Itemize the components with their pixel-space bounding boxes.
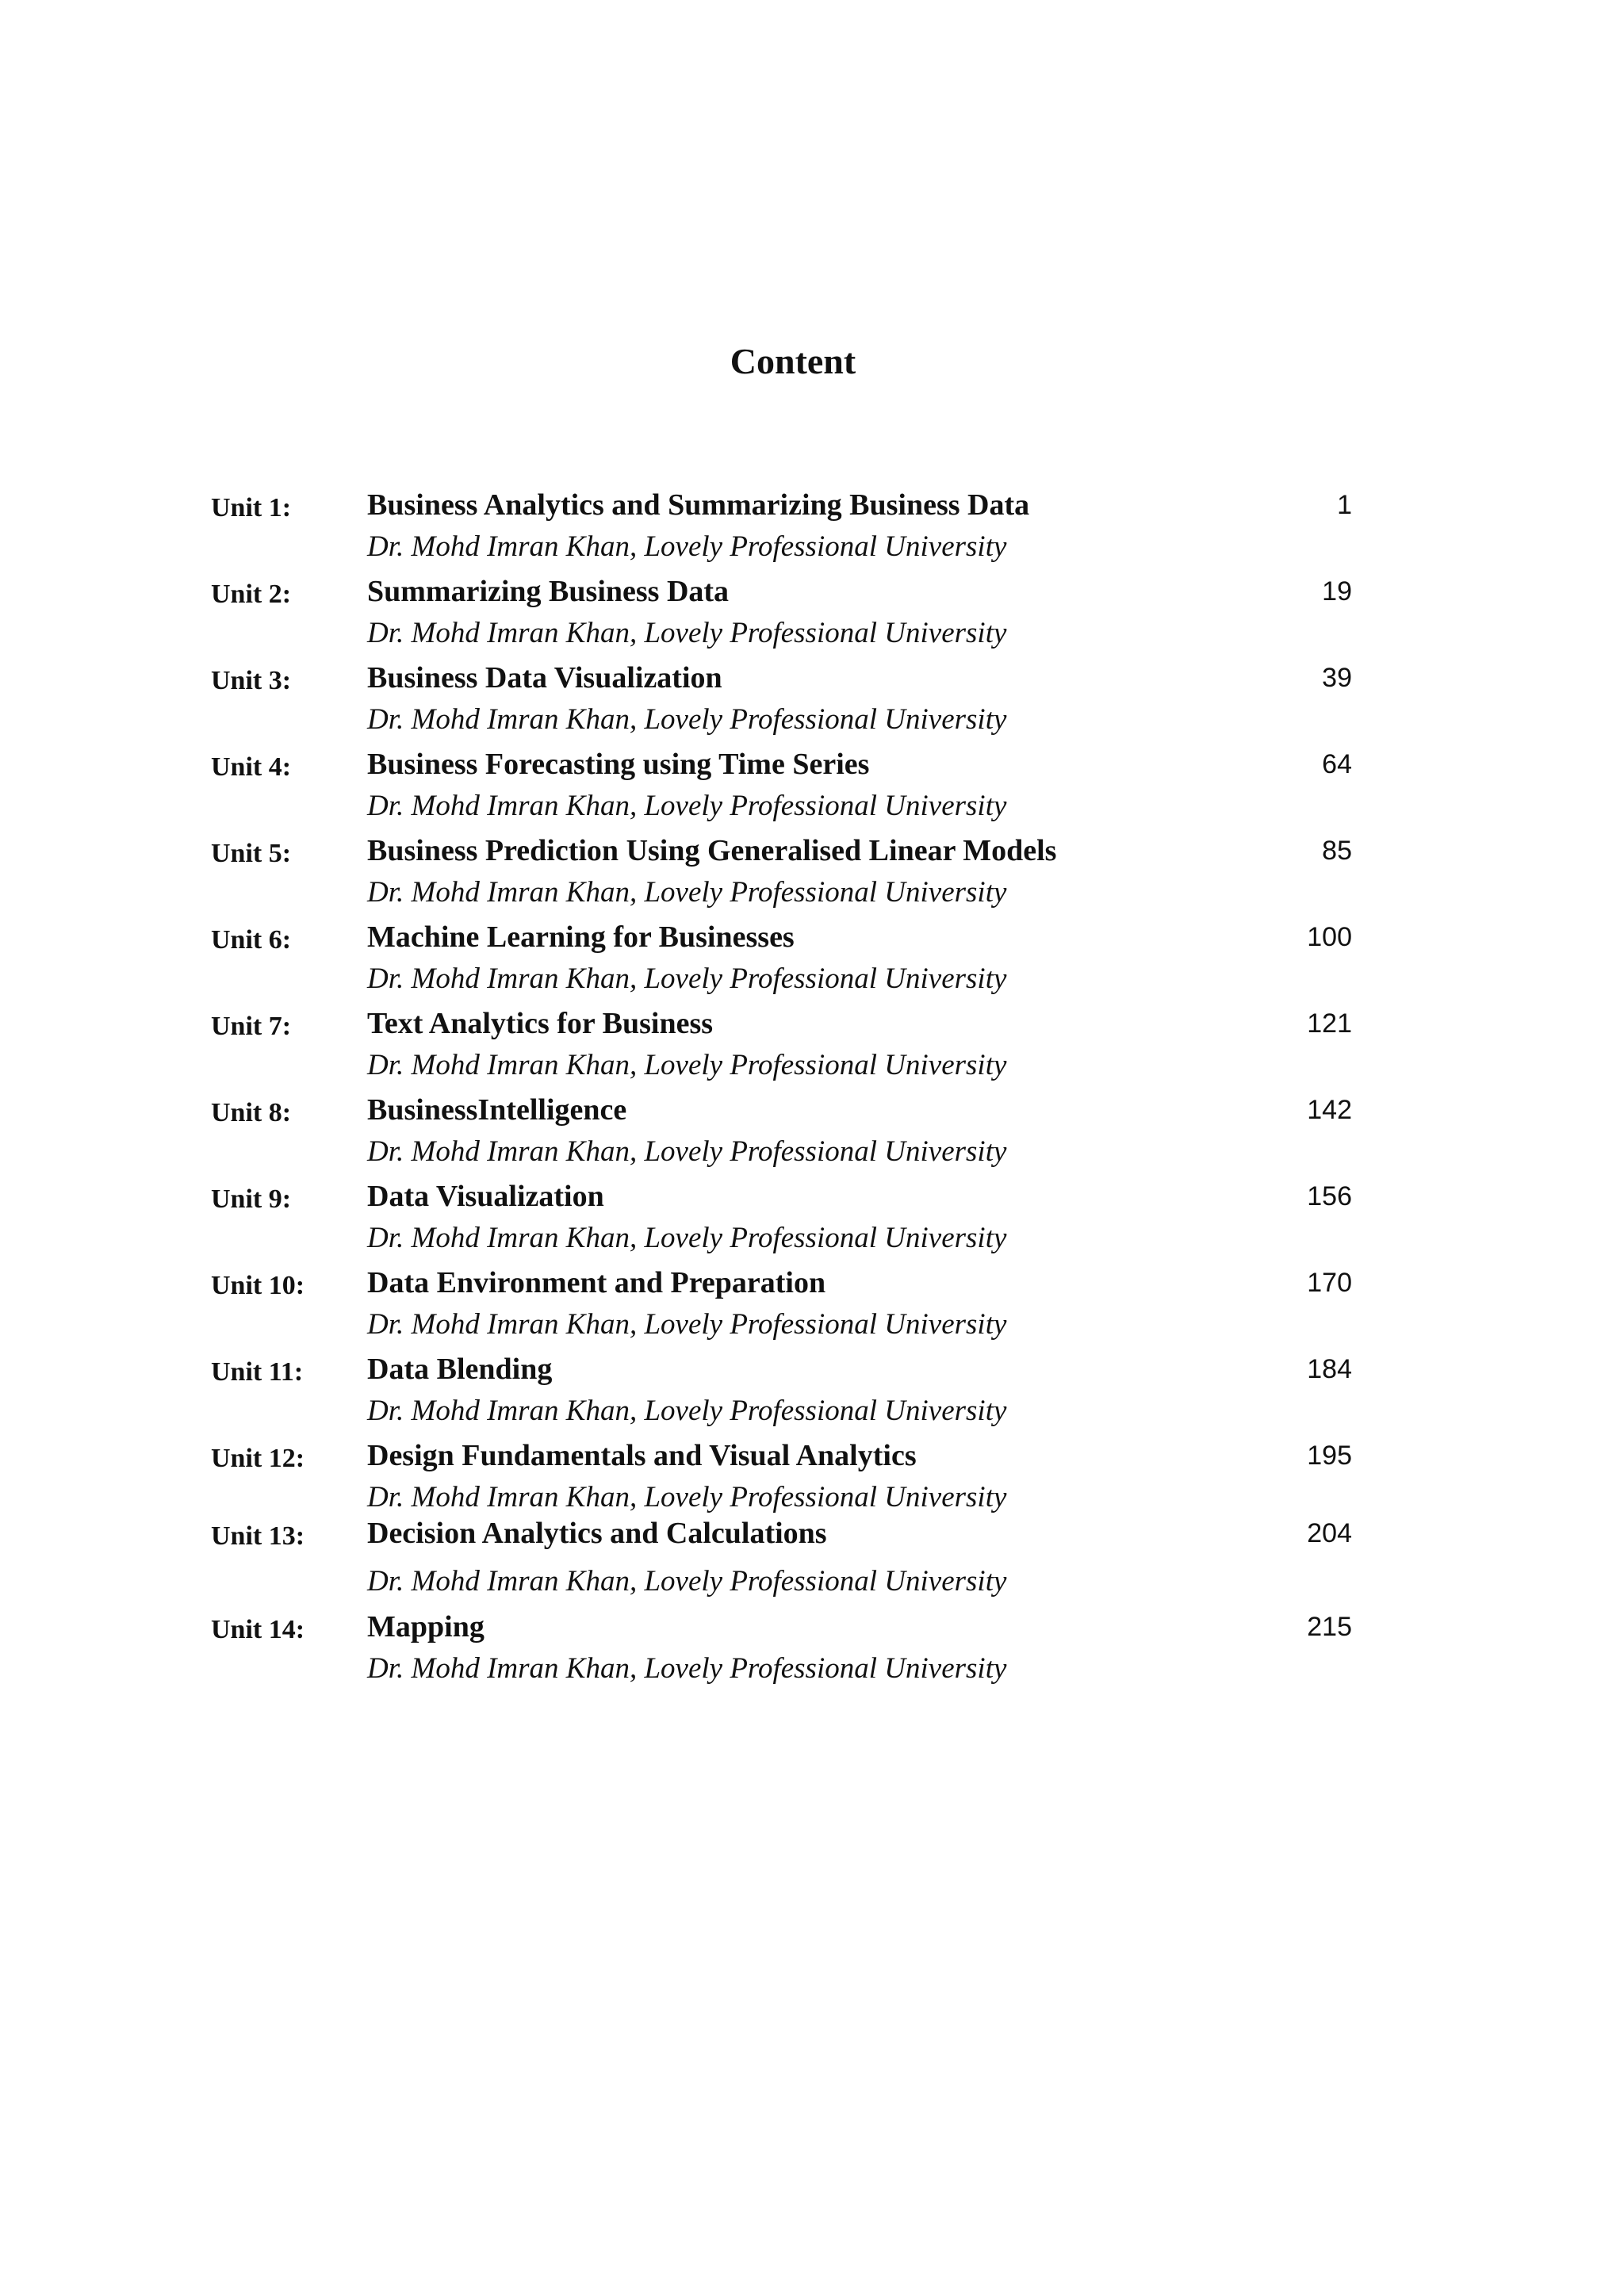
unit-page-number: 19 [1322, 576, 1352, 607]
toc-entry-unit-3[interactable] [0, 654, 1624, 740]
unit-page-number: 170 [1307, 1268, 1352, 1298]
unit-label: Unit 12: [211, 1444, 305, 1473]
unit-title[interactable]: Data Visualization [367, 1180, 604, 1213]
unit-label: Unit 10: [211, 1271, 305, 1300]
unit-title[interactable]: Mapping [367, 1610, 485, 1644]
unit-page-number: 85 [1322, 836, 1352, 866]
unit-author: Dr. Mohd Imran Khan, Lovely Professional University [367, 617, 1007, 649]
unit-label: Unit 11: [211, 1357, 304, 1387]
unit-author: Dr. Mohd Imran Khan, Lovely Professional University [367, 1395, 1007, 1427]
toc-entry-unit-8[interactable] [0, 1086, 1624, 1173]
unit-label: Unit 5: [211, 839, 292, 868]
unit-author: Dr. Mohd Imran Khan, Lovely Professional University [367, 1135, 1007, 1168]
toc-entry-unit-2[interactable] [0, 568, 1624, 654]
table-of-contents [0, 481, 1624, 1689]
unit-author: Dr. Mohd Imran Khan, Lovely Professional University [367, 703, 1007, 736]
toc-entry-unit-10[interactable] [0, 1259, 1624, 1345]
toc-entry-unit-4[interactable] [0, 740, 1624, 827]
unit-label: Unit 9: [211, 1184, 292, 1214]
unit-label: Unit 2: [211, 580, 292, 609]
unit-label: Unit 4: [211, 752, 292, 782]
unit-page-number: 204 [1307, 1518, 1352, 1548]
unit-author: Dr. Mohd Imran Khan, Lovely Professional University [367, 1652, 1007, 1685]
unit-title[interactable]: Business Data Visualization [367, 661, 722, 695]
unit-author: Dr. Mohd Imran Khan, Lovely Professional University [367, 1222, 1007, 1254]
unit-title[interactable]: Business Prediction Using Generalised Linear Models [367, 834, 1057, 867]
unit-title[interactable]: BusinessIntelligence [367, 1093, 627, 1127]
unit-label: Unit 8: [211, 1098, 292, 1127]
unit-title[interactable]: Text Analytics for Business [367, 1007, 714, 1040]
unit-author: Dr. Mohd Imran Khan, Lovely Professional University [367, 962, 1007, 995]
unit-label: Unit 1: [211, 493, 292, 522]
unit-title[interactable]: Data Blending [367, 1353, 553, 1386]
unit-author: Dr. Mohd Imran Khan, Lovely Professional University [367, 530, 1007, 563]
unit-author: Dr. Mohd Imran Khan, Lovely Professional University [367, 876, 1007, 909]
toc-entry-unit-11[interactable] [0, 1345, 1624, 1432]
unit-author: Dr. Mohd Imran Khan, Lovely Professional University [367, 790, 1007, 822]
unit-label: Unit 6: [211, 925, 292, 955]
unit-page-number: 195 [1307, 1441, 1352, 1471]
unit-page-number: 1 [1337, 490, 1352, 520]
unit-page-number: 121 [1307, 1008, 1352, 1039]
unit-page-number: 215 [1307, 1612, 1352, 1642]
toc-entry-unit-9[interactable] [0, 1173, 1624, 1259]
unit-label: Unit 3: [211, 666, 292, 695]
unit-author: Dr. Mohd Imran Khan, Lovely Professional University [367, 1308, 1007, 1341]
unit-title[interactable]: Design Fundamentals and Visual Analytics [367, 1439, 917, 1472]
unit-page-number: 184 [1307, 1354, 1352, 1384]
unit-title[interactable]: Decision Analytics and Calculations [367, 1517, 827, 1550]
toc-entry-unit-6[interactable] [0, 913, 1624, 1000]
unit-page-number: 142 [1307, 1095, 1352, 1125]
toc-entry-unit-5[interactable] [0, 827, 1624, 913]
unit-page-number: 100 [1307, 922, 1352, 952]
unit-label: Unit 7: [211, 1012, 292, 1041]
unit-title[interactable]: Summarizing Business Data [367, 575, 730, 608]
unit-title[interactable]: Machine Learning for Businesses [367, 920, 795, 954]
unit-title[interactable]: Data Environment and Preparation [367, 1266, 826, 1299]
toc-entry-unit-12[interactable] [0, 1432, 1624, 1513]
toc-entry-unit-1[interactable] [0, 481, 1624, 568]
unit-label: Unit 14: [211, 1615, 305, 1644]
unit-title[interactable]: Business Analytics and Summarizing Business Data [367, 488, 1030, 522]
toc-entry-unit-13[interactable] [0, 1510, 1624, 1603]
unit-page-number: 156 [1307, 1181, 1352, 1211]
unit-author: Dr. Mohd Imran Khan, Lovely Professional University [367, 1481, 1007, 1513]
unit-author: Dr. Mohd Imran Khan, Lovely Professional University [367, 1049, 1007, 1081]
page-title: Content [730, 341, 856, 381]
unit-page-number: 39 [1322, 663, 1352, 693]
toc-entry-unit-14[interactable] [0, 1603, 1624, 1689]
unit-page-number: 64 [1322, 749, 1352, 779]
unit-author: Dr. Mohd Imran Khan, Lovely Professional University [367, 1565, 1007, 1598]
toc-entry-unit-7[interactable] [0, 1000, 1624, 1086]
unit-title[interactable]: Business Forecasting using Time Series [367, 748, 870, 781]
unit-label: Unit 13: [211, 1521, 305, 1551]
